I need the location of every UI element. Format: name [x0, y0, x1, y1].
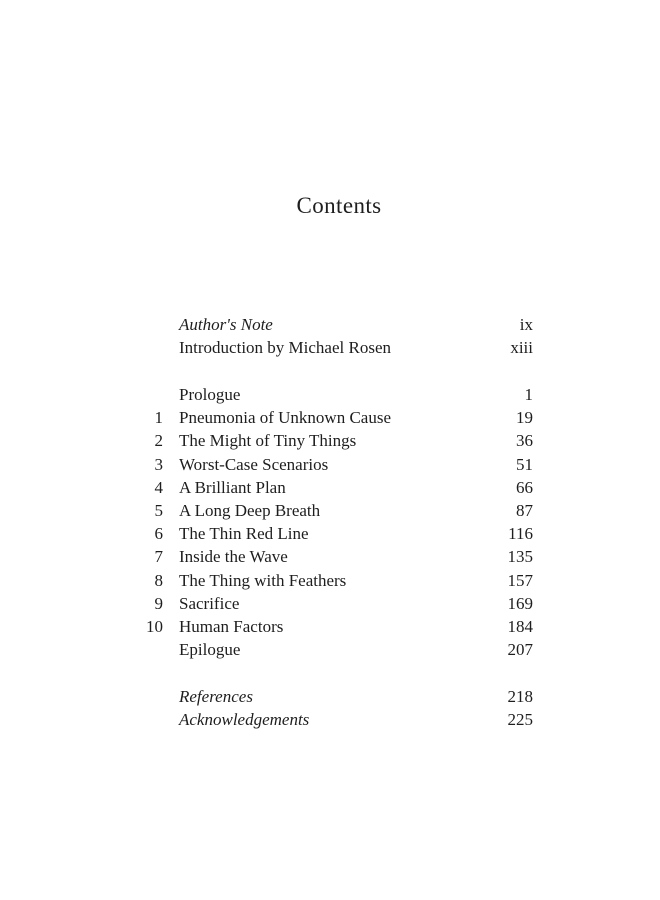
page-number: 218: [507, 687, 533, 706]
toc-entry: [0, 522, 660, 545]
toc-entry: [0, 685, 660, 708]
chapter-number: 7: [154, 547, 163, 567]
chapter-number: 8: [154, 570, 163, 590]
page-number: 66: [516, 477, 533, 497]
entry-title: A Long Deep Breath: [179, 500, 321, 520]
page-number: 1: [524, 385, 533, 404]
entry-title: Prologue: [179, 385, 241, 404]
entry-title: Worst-Case Scenarios: [179, 454, 329, 474]
chapter-number: 6: [154, 524, 163, 544]
entry-title: Epilogue: [179, 640, 241, 660]
toc-entry: [0, 638, 660, 661]
chapter-number: 5: [154, 500, 163, 520]
page-number: 19: [516, 408, 533, 428]
entry-title: Introduction by Michael Rosen: [179, 338, 391, 358]
page-number: ix: [519, 315, 533, 334]
page-number: 135: [507, 547, 533, 567]
toc-entry: [0, 429, 660, 452]
entry-title: References: [179, 687, 253, 706]
toc-entry: [0, 453, 660, 476]
toc-entry: [0, 615, 660, 638]
entry-title: Author's Note: [179, 315, 273, 334]
toc-entry: [0, 708, 660, 731]
chapter-number: 3: [154, 454, 163, 474]
chapter-number: 9: [154, 593, 163, 613]
entry-title: A Brilliant Plan: [179, 477, 286, 497]
page-number: 116: [508, 524, 533, 544]
entry-title: Human Factors: [179, 616, 284, 636]
page-number: 36: [516, 431, 533, 451]
page-title: Contents: [296, 193, 382, 218]
page-number: 51: [516, 454, 533, 474]
page-number: 87: [516, 500, 533, 520]
entry-title: Pneumonia of Unknown Cause: [179, 408, 392, 428]
chapter-list: [0, 383, 660, 661]
page-number: 157: [507, 570, 533, 590]
toc-entry: [0, 336, 660, 359]
entry-title: Inside the Wave: [179, 547, 288, 567]
toc-entry: [0, 569, 660, 592]
toc-entry: [0, 406, 660, 429]
toc-entry: [0, 592, 660, 615]
chapter-number: 10: [146, 616, 163, 636]
entry-title: The Thin Red Line: [179, 524, 309, 544]
chapter-number: 4: [154, 477, 163, 497]
entry-title: Acknowledgements: [179, 710, 310, 730]
page-number: 184: [507, 616, 533, 636]
chapter-number: 2: [154, 431, 163, 451]
entry-title: The Might of Tiny Things: [179, 431, 357, 451]
front-matter-list: [0, 313, 660, 359]
entry-title: Sacrifice: [179, 593, 240, 613]
page-number: 169: [507, 593, 533, 613]
toc-entry: [0, 383, 660, 406]
toc-entry: [0, 499, 660, 522]
page-number: 207: [507, 640, 533, 660]
toc-entry: [0, 476, 660, 499]
page-number: xiii: [510, 338, 533, 358]
toc-entry: [0, 313, 660, 336]
back-matter-list: [0, 685, 660, 731]
page-number: 225: [507, 710, 533, 730]
entry-title: The Thing with Feathers: [179, 570, 347, 590]
chapter-number: 1: [154, 408, 163, 428]
toc-entry: [0, 545, 660, 568]
